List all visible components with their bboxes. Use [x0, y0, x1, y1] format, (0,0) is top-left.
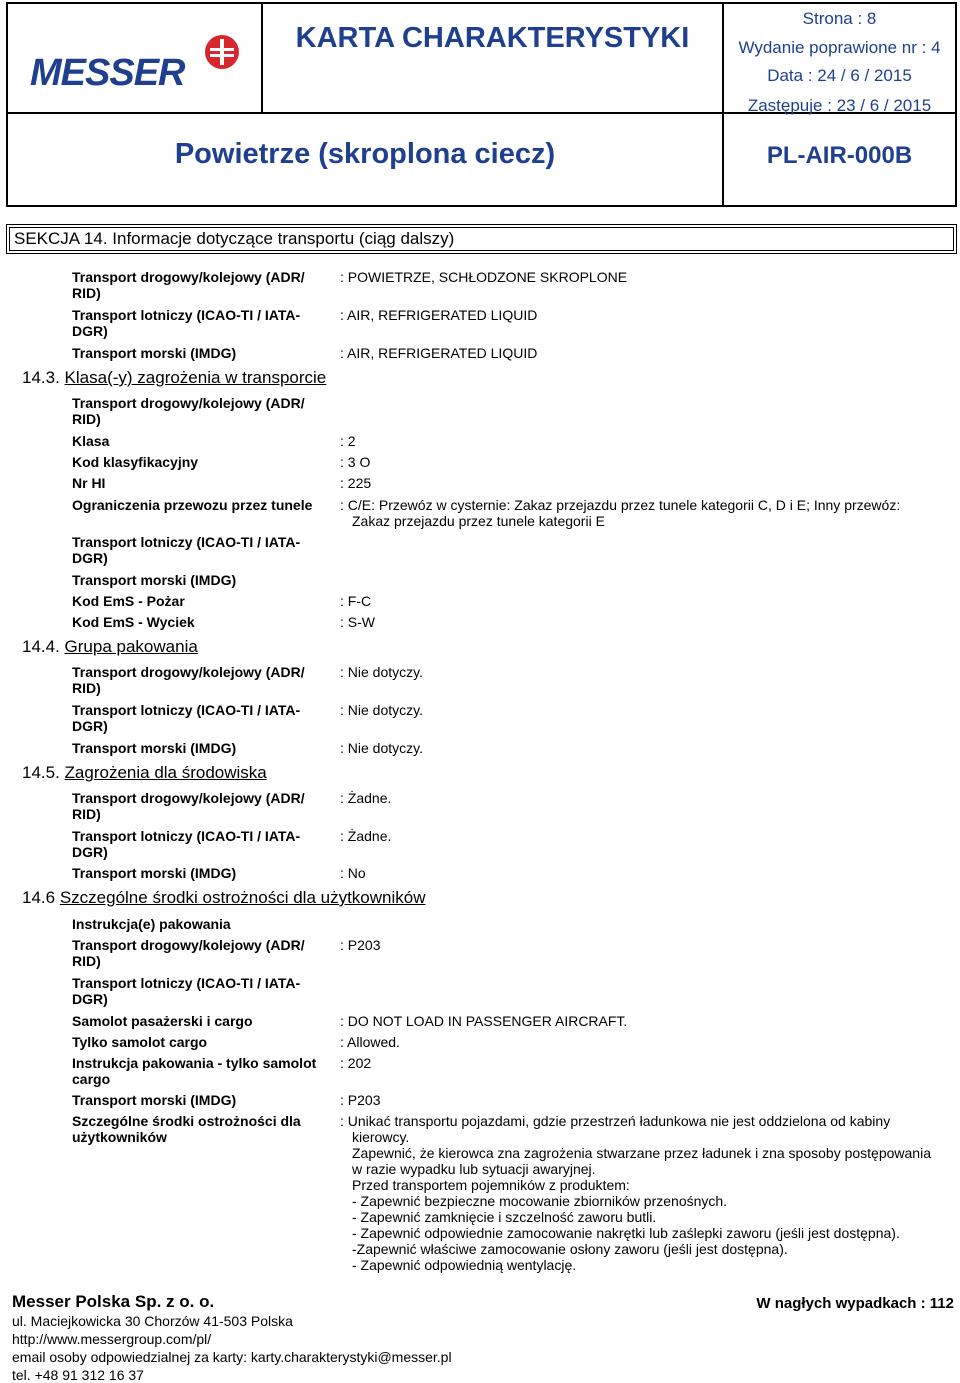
label-road: Transport drogowy/kolejowy (ADR/ RID) [72, 937, 305, 969]
footer-website[interactable]: http://www.messergroup.com/pl/ [12, 1331, 212, 1347]
label-sea: Transport morski (IMDG) [72, 1092, 237, 1108]
label-road: Transport drogowy/kolejowy (ADR/ RID) [72, 395, 305, 427]
instr-label: Instrukcja(e) pakowania [72, 916, 231, 932]
ems-spill-label: Kod EmS - Wyciek [72, 614, 195, 630]
document-header [6, 2, 957, 207]
name-air: : AIR, REFRIGERATED LIQUID [340, 307, 538, 323]
product-name-cell [7, 113, 723, 206]
label-road: Transport drogowy/kolejowy (ADR/ RID) [72, 269, 305, 301]
prec-line: - Zapewnić odpowiednią wentylację. [352, 1257, 577, 1273]
name-road: : POWIETRZE, SCHŁODZONE SKROPLONE [340, 269, 628, 285]
env-air: : Żadne. [340, 828, 392, 844]
kod-value: : 3 O [340, 454, 371, 470]
ems-fire-value: : F-C [340, 593, 372, 609]
prec-line: Zapewnić, że kierowca zna zagrożenia stwarzane przez ładunek i zna sposoby postępowania [352, 1145, 931, 1161]
prec-line: - Zapewnić odpowiednie zamocowanie nakrętki lub zaślepki zaworu (jeśli jest dostępna). [352, 1225, 900, 1241]
section-banner [6, 224, 957, 254]
label-sea: Transport morski (IMDG) [72, 572, 237, 588]
prec-value [340, 1113, 950, 1273]
kod-label: Kod klasyfikacyjny [72, 454, 199, 470]
pax-label: Samolot pasażerski i cargo [72, 1013, 253, 1029]
messer-logo-text: MESSER [30, 52, 185, 94]
pax-value: : DO NOT LOAD IN PASSENGER AIRCRAFT. [340, 1013, 628, 1029]
product-name: Powietrze (skroplona ciecz) [174, 138, 556, 170]
logo-cell [7, 3, 262, 113]
packing-sea: : Nie dotyczy. [340, 740, 423, 756]
prec-line: : Unikać transportu pojazdami, gdzie przestrzeń ładunkowa nie jest oddzielona od kabiny [340, 1113, 891, 1129]
prec-label: Szczególne środki ostrożności dla użytkowników [72, 1113, 301, 1145]
env-road: : Żadne. [340, 790, 392, 806]
ems-spill-value: : S-W [340, 614, 375, 630]
label-sea: Transport morski (IMDG) [72, 865, 237, 881]
issue-date: Data : 24 / 6 / 2015 [767, 66, 912, 85]
prec-line: kierowcy. [352, 1129, 410, 1145]
name-sea: : AIR, REFRIGERATED LIQUID [340, 345, 538, 361]
subsection-14-3-title: 14.3. Klasa(-y) zagrożenia w transporcie [22, 368, 327, 387]
messer-logo-icon [204, 34, 240, 70]
tunel-label: Ograniczenia przewozu przez tunele [72, 497, 313, 513]
label-road: Transport drogowy/kolejowy (ADR/ RID) [72, 790, 305, 822]
label-air: Transport lotniczy (ICAO-TI / IATA- DGR) [72, 975, 301, 1007]
revision-number: Wydanie poprawione nr : 4 [738, 38, 941, 57]
cargo-value: : Allowed. [340, 1034, 400, 1050]
footer-address: ul. Maciejkowicka 30 Chorzów 41-503 Polska [12, 1313, 293, 1329]
cargo-instr-value: : 202 [340, 1055, 372, 1071]
packing-road: : Nie dotyczy. [340, 664, 423, 680]
cargo-instr-label: Instrukcja pakowania - tylko samolot cargo [72, 1055, 317, 1087]
emergency-number: W nagłych wypadkach : 112 [756, 1295, 954, 1312]
label-air: Transport lotniczy (ICAO-TI / IATA- DGR) [72, 702, 301, 734]
product-code: PL-AIR-000B [766, 142, 913, 169]
label-air: Transport lotniczy (ICAO-TI / IATA- DGR) [72, 307, 301, 339]
supersedes-date: Zastępuje : 23 / 6 / 2015 [747, 96, 932, 115]
label-sea: Transport morski (IMDG) [72, 740, 237, 756]
prec-line: Przed transportem pojemników z produktem: [352, 1177, 630, 1193]
instr-sea-value: : P203 [340, 1092, 381, 1108]
nrhi-label: Nr HI [72, 475, 106, 491]
subsection-14-6-title: 14.6 Szczególne środki ostrożności dla użytkowników [22, 888, 426, 907]
ems-fire-label: Kod EmS - Pożar [72, 593, 185, 609]
label-road: Transport drogowy/kolejowy (ADR/ RID) [72, 664, 305, 696]
prec-line: w razie wypadku lub sytuacji awaryjnej. [352, 1161, 596, 1177]
subsection-14-4-title: 14.4. Grupa pakowania [22, 637, 198, 656]
klasa-label: Klasa [72, 433, 110, 449]
page-number: Strona : 8 [802, 9, 877, 28]
section-title: SEKCJA 14. Informacje dotyczące transportu (ciąg dalszy) [9, 227, 954, 251]
prec-line: - Zapewnić zamknięcie i szczelność zaworu butli. [352, 1209, 657, 1225]
footer-email[interactable]: email osoby odpowiedzialnej za karty: karty.charakterystyki@messer.pl [12, 1349, 452, 1365]
footer-company: Messer Polska Sp. z o. o. [12, 1292, 215, 1311]
env-sea: : No [340, 865, 366, 881]
footer-phone: tel. +48 91 312 16 37 [12, 1367, 144, 1383]
prec-line: -Zapewnić właściwe zamocowanie osłony zaworu (jeśli jest dostępna). [352, 1241, 788, 1257]
subsection-14-5-title: 14.5. Zagrożenia dla środowiska [22, 763, 267, 782]
doc-title: KARTA CHARAKTERYSTYKI [295, 22, 690, 54]
doc-title-cell [262, 3, 723, 113]
tunel-value: : C/E: Przewóz w cysternie: Zakaz przejazdu przez tunele kategorii C, D i E; Inny przewóz: Zakaz przejazdu przez tunele kategorii E [340, 497, 901, 529]
klasa-value: : 2 [340, 433, 356, 449]
nrhi-value: : 225 [340, 475, 372, 491]
cargo-label: Tylko samolot cargo [72, 1034, 208, 1050]
instr-road-value: : P203 [340, 937, 381, 953]
product-code-cell [723, 96, 956, 206]
prec-line: - Zapewnić bezpieczne mocowanie zbiorników przenośnych. [352, 1193, 728, 1209]
label-air: Transport lotniczy (ICAO-TI / IATA- DGR) [72, 534, 301, 566]
label-sea: Transport morski (IMDG) [72, 345, 237, 361]
label-air: Transport lotniczy (ICAO-TI / IATA- DGR) [72, 828, 301, 860]
packing-air: : Nie dotyczy. [340, 702, 423, 718]
